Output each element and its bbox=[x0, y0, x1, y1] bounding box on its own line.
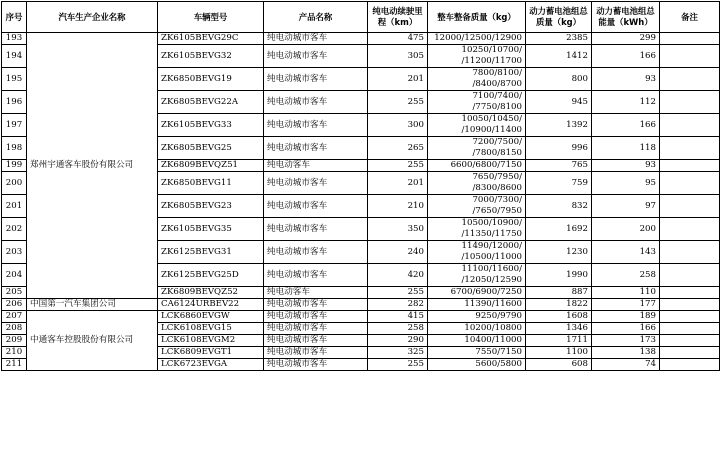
cell-model: ZK6850BEVG11 bbox=[158, 172, 264, 195]
cell-seq: 203 bbox=[2, 241, 27, 264]
cell-product: 纯电动城市客车 bbox=[264, 137, 368, 160]
cell-battery-mass: 1412 bbox=[526, 45, 592, 68]
cell-mass-line: 10050/10450/ bbox=[461, 114, 522, 124]
cell-range: 420 bbox=[368, 264, 428, 287]
cell-note bbox=[660, 68, 720, 91]
cell-battery-energy: 173 bbox=[592, 335, 660, 347]
cell-product: 纯电动城市客车 bbox=[264, 195, 368, 218]
cell-battery-mass: 1711 bbox=[526, 335, 592, 347]
cell-note bbox=[660, 91, 720, 114]
cell-range: 282 bbox=[368, 299, 428, 311]
cell-seq: 201 bbox=[2, 195, 27, 218]
header-note: 备注 bbox=[660, 2, 720, 33]
table-row bbox=[2, 299, 720, 311]
cell-mass bbox=[428, 137, 526, 160]
cell-product: 纯电动城市客车 bbox=[264, 335, 368, 347]
header-model: 车辆型号 bbox=[158, 2, 264, 33]
cell-note bbox=[660, 335, 720, 347]
cell-manufacturer: 中国第一汽车集团公司 bbox=[27, 299, 158, 311]
cell-mass: 6600/6800/7150 bbox=[428, 160, 526, 172]
cell-product: 纯电动城市客车 bbox=[264, 45, 368, 68]
cell-range: 300 bbox=[368, 114, 428, 137]
cell-model: ZK6805BEVG25 bbox=[158, 137, 264, 160]
cell-mass bbox=[428, 91, 526, 114]
cell-mass-line: /12050/12590 bbox=[461, 275, 522, 285]
cell-mass bbox=[428, 114, 526, 137]
cell-battery-mass: 765 bbox=[526, 160, 592, 172]
cell-mass: 9250/9790 bbox=[428, 311, 526, 323]
cell-battery-energy: 95 bbox=[592, 172, 660, 195]
cell-seq: 205 bbox=[2, 287, 27, 299]
cell-mass bbox=[428, 218, 526, 241]
cell-seq: 209 bbox=[2, 335, 27, 347]
table-row bbox=[2, 33, 720, 45]
cell-mass-line: 11490/12000/ bbox=[461, 241, 522, 251]
cell-seq: 208 bbox=[2, 323, 27, 335]
cell-battery-energy: 166 bbox=[592, 45, 660, 68]
cell-battery-energy: 143 bbox=[592, 241, 660, 264]
cell-mass-line: 7100/7400/ bbox=[472, 91, 522, 101]
cell-note bbox=[660, 45, 720, 68]
cell-battery-energy: 166 bbox=[592, 323, 660, 335]
cell-seq: 200 bbox=[2, 172, 27, 195]
cell-note bbox=[660, 264, 720, 287]
cell-mass: 6700/6900/7250 bbox=[428, 287, 526, 299]
cell-battery-mass: 608 bbox=[526, 359, 592, 371]
cell-seq: 202 bbox=[2, 218, 27, 241]
header-battery-mass: 动力蓄电池组总质量（kg） bbox=[526, 2, 592, 33]
cell-battery-mass: 1346 bbox=[526, 323, 592, 335]
cell-mass bbox=[428, 68, 526, 91]
cell-model: ZK6105BEVG29C bbox=[158, 33, 264, 45]
cell-mass bbox=[428, 45, 526, 68]
cell-product: 纯电动客车 bbox=[264, 160, 368, 172]
cell-battery-mass: 832 bbox=[526, 195, 592, 218]
table-body bbox=[2, 33, 720, 371]
cell-mass-line: 11100/11600/ bbox=[461, 264, 522, 274]
cell-note bbox=[660, 195, 720, 218]
cell-mass-line: /7800/8150 bbox=[472, 148, 522, 158]
cell-seq: 193 bbox=[2, 33, 27, 45]
cell-range: 201 bbox=[368, 68, 428, 91]
cell-battery-mass: 2385 bbox=[526, 33, 592, 45]
cell-seq: 210 bbox=[2, 347, 27, 359]
cell-model: LCK6860EVGW bbox=[158, 311, 264, 323]
cell-battery-energy: 200 bbox=[592, 218, 660, 241]
cell-model: ZK6805BEVG22A bbox=[158, 91, 264, 114]
cell-battery-mass: 1100 bbox=[526, 347, 592, 359]
header-range: 纯电动续驶里程（km） bbox=[368, 2, 428, 33]
cell-model: ZK6125BEVG31 bbox=[158, 241, 264, 264]
header-product: 产品名称 bbox=[264, 2, 368, 33]
cell-seq: 196 bbox=[2, 91, 27, 114]
cell-battery-energy: 177 bbox=[592, 299, 660, 311]
cell-model: CA6124URBEV22 bbox=[158, 299, 264, 311]
cell-mass-line: 7800/8100/ bbox=[472, 68, 522, 78]
cell-mass-line: /10900/11400 bbox=[461, 125, 522, 135]
cell-seq: 211 bbox=[2, 359, 27, 371]
cell-mass bbox=[428, 172, 526, 195]
cell-range: 290 bbox=[368, 335, 428, 347]
cell-mass: 7550/7150 bbox=[428, 347, 526, 359]
header-manufacturer: 汽车生产企业名称 bbox=[27, 2, 158, 33]
cell-battery-energy: 118 bbox=[592, 137, 660, 160]
cell-product: 纯电动城市客车 bbox=[264, 241, 368, 264]
cell-model: ZK6809BEVQZ52 bbox=[158, 287, 264, 299]
cell-product: 纯电动城市客车 bbox=[264, 33, 368, 45]
cell-battery-energy: 166 bbox=[592, 114, 660, 137]
cell-seq: 206 bbox=[2, 299, 27, 311]
cell-model: ZK6809BEVQZ51 bbox=[158, 160, 264, 172]
cell-manufacturer: 中通客车控股股份有限公司 bbox=[27, 311, 158, 371]
cell-product: 纯电动客车 bbox=[264, 287, 368, 299]
cell-mass: 11390/11600 bbox=[428, 299, 526, 311]
cell-battery-mass: 1692 bbox=[526, 218, 592, 241]
cell-battery-energy: 74 bbox=[592, 359, 660, 371]
cell-mass: 10200/10800 bbox=[428, 323, 526, 335]
header-seq: 序号 bbox=[2, 2, 27, 33]
cell-range: 201 bbox=[368, 172, 428, 195]
cell-mass-line: 10250/10700/ bbox=[461, 45, 522, 55]
cell-battery-energy: 112 bbox=[592, 91, 660, 114]
cell-mass bbox=[428, 241, 526, 264]
cell-seq: 204 bbox=[2, 264, 27, 287]
cell-mass-line: 7000/7300/ bbox=[472, 195, 522, 205]
cell-note bbox=[660, 137, 720, 160]
cell-mass: 12000/12500/12900 bbox=[428, 33, 526, 45]
cell-product: 纯电动城市客车 bbox=[264, 323, 368, 335]
cell-product: 纯电动城市客车 bbox=[264, 91, 368, 114]
header-row bbox=[2, 2, 720, 33]
cell-note bbox=[660, 218, 720, 241]
cell-product: 纯电动城市客车 bbox=[264, 299, 368, 311]
cell-battery-energy: 299 bbox=[592, 33, 660, 45]
cell-range: 258 bbox=[368, 323, 428, 335]
cell-note bbox=[660, 33, 720, 45]
cell-seq: 195 bbox=[2, 68, 27, 91]
cell-mass: 10400/11000 bbox=[428, 335, 526, 347]
cell-product: 纯电动城市客车 bbox=[264, 114, 368, 137]
cell-mass-line: /11200/11700 bbox=[461, 56, 522, 66]
cell-seq: 199 bbox=[2, 160, 27, 172]
cell-product: 纯电动城市客车 bbox=[264, 359, 368, 371]
cell-mass-line: /8400/8700 bbox=[472, 79, 522, 89]
cell-battery-mass: 1608 bbox=[526, 311, 592, 323]
cell-note bbox=[660, 160, 720, 172]
cell-battery-mass: 1990 bbox=[526, 264, 592, 287]
cell-range: 305 bbox=[368, 45, 428, 68]
cell-range: 210 bbox=[368, 195, 428, 218]
cell-note bbox=[660, 172, 720, 195]
cell-mass-line: /11350/11750 bbox=[461, 229, 522, 239]
cell-mass bbox=[428, 264, 526, 287]
cell-battery-mass: 887 bbox=[526, 287, 592, 299]
cell-mass-line: /7750/8100 bbox=[472, 102, 522, 112]
cell-range: 350 bbox=[368, 218, 428, 241]
cell-battery-energy: 189 bbox=[592, 311, 660, 323]
cell-model: ZK6105BEVG35 bbox=[158, 218, 264, 241]
cell-battery-mass: 1822 bbox=[526, 299, 592, 311]
cell-battery-mass: 996 bbox=[526, 137, 592, 160]
cell-range: 475 bbox=[368, 33, 428, 45]
cell-model: LCK6809EVGT1 bbox=[158, 347, 264, 359]
cell-battery-energy: 93 bbox=[592, 160, 660, 172]
cell-model: ZK6125BEVG25D bbox=[158, 264, 264, 287]
cell-mass-line: 10500/10900/ bbox=[461, 218, 522, 228]
cell-battery-mass: 759 bbox=[526, 172, 592, 195]
cell-range: 325 bbox=[368, 347, 428, 359]
cell-range: 415 bbox=[368, 311, 428, 323]
cell-range: 255 bbox=[368, 160, 428, 172]
cell-product: 纯电动城市客车 bbox=[264, 347, 368, 359]
cell-product: 纯电动城市客车 bbox=[264, 218, 368, 241]
cell-model: LCK6108EVGM2 bbox=[158, 335, 264, 347]
header-battery-energy: 动力蓄电池组总能量（kWh） bbox=[592, 2, 660, 33]
cell-model: ZK6805BEVG23 bbox=[158, 195, 264, 218]
cell-battery-energy: 138 bbox=[592, 347, 660, 359]
cell-seq: 197 bbox=[2, 114, 27, 137]
cell-battery-mass: 945 bbox=[526, 91, 592, 114]
cell-mass-line: 7650/7950/ bbox=[472, 172, 522, 182]
cell-battery-energy: 97 bbox=[592, 195, 660, 218]
cell-range: 255 bbox=[368, 287, 428, 299]
cell-seq: 207 bbox=[2, 311, 27, 323]
cell-range: 265 bbox=[368, 137, 428, 160]
cell-note bbox=[660, 347, 720, 359]
cell-model: LCK6108EVG15 bbox=[158, 323, 264, 335]
cell-mass: 5600/5800 bbox=[428, 359, 526, 371]
cell-mass-line: /8300/8600 bbox=[472, 183, 522, 193]
cell-mass-line: 7200/7500/ bbox=[472, 137, 522, 147]
cell-note bbox=[660, 241, 720, 264]
cell-mass-line: /7650/7950 bbox=[472, 206, 522, 216]
cell-range: 240 bbox=[368, 241, 428, 264]
cell-note bbox=[660, 311, 720, 323]
cell-battery-mass: 1392 bbox=[526, 114, 592, 137]
cell-model: ZK6850BEVG19 bbox=[158, 68, 264, 91]
cell-note bbox=[660, 114, 720, 137]
cell-mass-line: /10500/11000 bbox=[461, 252, 522, 262]
cell-mass bbox=[428, 195, 526, 218]
cell-product: 纯电动城市客车 bbox=[264, 264, 368, 287]
cell-note bbox=[660, 359, 720, 371]
cell-battery-energy: 93 bbox=[592, 68, 660, 91]
cell-model: ZK6105BEVG32 bbox=[158, 45, 264, 68]
cell-note bbox=[660, 287, 720, 299]
table-row bbox=[2, 311, 720, 323]
cell-battery-energy: 258 bbox=[592, 264, 660, 287]
cell-product: 纯电动城市客车 bbox=[264, 311, 368, 323]
cell-seq: 198 bbox=[2, 137, 27, 160]
cell-model: ZK6105BEVG33 bbox=[158, 114, 264, 137]
header-mass: 整车整备质量（kg） bbox=[428, 2, 526, 33]
cell-product: 纯电动城市客车 bbox=[264, 172, 368, 195]
cell-range: 255 bbox=[368, 91, 428, 114]
cell-manufacturer: 郑州宇通客车股份有限公司 bbox=[27, 33, 158, 299]
cell-model: LCK6723EVGA bbox=[158, 359, 264, 371]
vehicle-catalog-table bbox=[1, 1, 720, 371]
cell-note bbox=[660, 323, 720, 335]
cell-note bbox=[660, 299, 720, 311]
cell-seq: 194 bbox=[2, 45, 27, 68]
cell-product: 纯电动城市客车 bbox=[264, 68, 368, 91]
cell-battery-mass: 1230 bbox=[526, 241, 592, 264]
cell-battery-mass: 800 bbox=[526, 68, 592, 91]
cell-battery-energy: 110 bbox=[592, 287, 660, 299]
cell-range: 255 bbox=[368, 359, 428, 371]
